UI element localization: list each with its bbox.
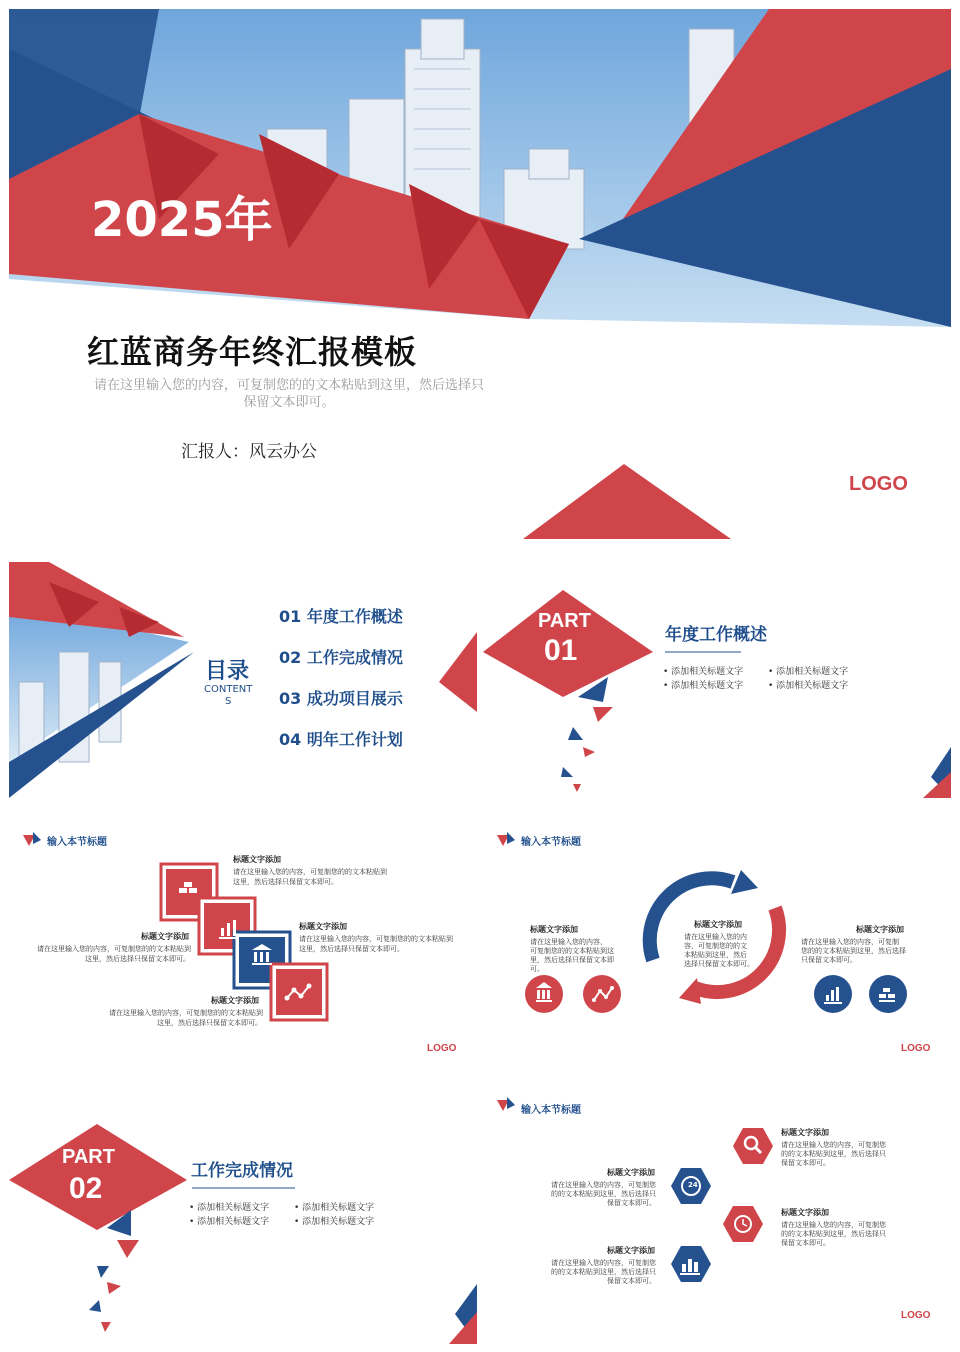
toc-item-4[interactable]: 04 明年工作计划 — [279, 730, 403, 749]
slide-c-item4-l1: 请在这里输入您的内容，可复制您 — [551, 1259, 656, 1267]
slide-b-right-l2: 您的的文本粘贴到这里，然后选择 — [801, 947, 906, 955]
slide-b-center-l3: 本粘贴到这里，然后 — [684, 951, 747, 959]
slide-b-left-l4: 可。 — [530, 965, 544, 973]
slide-a-block2-head: 标题文字添加 — [141, 932, 189, 941]
slide-a-block2-text2: 这里，然后选择只保留文本即可。 — [85, 955, 190, 963]
slide-b-right-l3: 只保留文本即可。 — [801, 956, 857, 964]
slide-b-center-l1: 请在这里输入您的内 — [684, 933, 747, 941]
slide-b-section-title: 输入本节标题 — [521, 837, 581, 848]
slide-c-item4-l2: 的的文本粘贴到这里，然后选择只 — [551, 1268, 656, 1276]
part2-bullet-4: • 添加相关标题文字 — [294, 1217, 375, 1227]
slide-a-block1-text1: 请在这里输入您的内容，可复制您的的文本粘贴到 — [233, 868, 387, 876]
slide-b-logo: LOGO — [901, 1043, 931, 1054]
slide-a — [9, 820, 477, 1060]
cover-reporter: 汇报人：风云办公 — [181, 442, 317, 462]
slide-c-item4-l3: 保留文本即可。 — [607, 1277, 656, 1285]
slide-a-block4-text2: 这里，然后选择只保留文本即可。 — [157, 1019, 262, 1027]
toc-item-3[interactable]: 03 成功项目展示 — [279, 689, 403, 708]
part2-title: 工作完成情况 — [191, 1161, 293, 1181]
slide-a-block3-text2: 这里，然后选择只保留文本即可。 — [299, 945, 404, 953]
slide-c-item2-head: 标题文字添加 — [607, 1168, 655, 1177]
slide-c-graphic — [483, 1084, 951, 1340]
slide-a-block4-text1: 请在这里输入您的内容，可复制您的的文本粘贴到 — [109, 1009, 263, 1017]
slide-c-item1-l1: 请在这里输入您的内容，可复制您 — [781, 1141, 886, 1149]
part2-bullet-3: • 添加相关标题文字 — [189, 1217, 270, 1227]
slide-b-center-head: 标题文字添加 — [694, 920, 742, 929]
toc-subtitle: CONTENT — [204, 684, 253, 695]
slide-b-center-l4: 选择只保留文本即可。 — [684, 960, 754, 968]
slide-a-block1-head: 标题文字添加 — [233, 855, 281, 864]
part1-slide — [483, 562, 951, 798]
slide-b-left-l3: 里，然后选择只保留文本即 — [530, 956, 614, 964]
slide-c-item3-l1: 请在这里输入您的内容，可复制您 — [781, 1221, 886, 1229]
toc-slide — [9, 562, 477, 798]
part2-slide — [9, 1080, 477, 1344]
slide-b — [483, 820, 951, 1060]
part1-title: 年度工作概述 — [665, 625, 767, 645]
cover-subtitle-line2: 保留文本即可。 — [243, 395, 335, 410]
part1-bullet-2: • 添加相关标题文字 — [768, 667, 849, 677]
slide-b-right-l1: 请在这里输入您的内容，可复制 — [801, 938, 899, 946]
slide-c-item3-l2: 的的文本粘贴到这里，然后选择只 — [781, 1230, 886, 1238]
cover-logo: LOGO — [849, 473, 908, 495]
slide-b-left-head: 标题文字添加 — [530, 925, 578, 934]
slide-c-logo: LOGO — [901, 1310, 931, 1321]
slide-c-item2-l2: 的的文本粘贴到这里，然后选择只 — [551, 1190, 656, 1198]
toc-title: 目录 — [205, 659, 250, 684]
cover-subtitle-line1: 请在这里输入您的内容，可复制您的的文本粘贴到这里，然后选择只 — [93, 378, 484, 393]
slide-a-block4-head: 标题文字添加 — [211, 996, 259, 1005]
toc-item-2[interactable]: 02 工作完成情况 — [279, 648, 403, 667]
slide-b-left-l2: 可复制您的的文本粘贴到这 — [530, 947, 614, 955]
part1-bullet-4: • 添加相关标题文字 — [768, 681, 849, 691]
slide-b-left-l1: 请在这里输入您的内容， — [530, 938, 607, 946]
part1-bullet-1: • 添加相关标题文字 — [663, 667, 744, 677]
slide-c-item1-head: 标题文字添加 — [781, 1128, 829, 1137]
toc-subtitle-s: S — [225, 696, 232, 707]
part1-label: PART — [538, 610, 591, 632]
slide-a-section-title: 输入本节标题 — [47, 837, 107, 848]
cover-graphic — [9, 9, 951, 539]
slide-c-item2-l3: 保留文本即可。 — [607, 1199, 656, 1207]
slide-a-block1-text2: 这里，然后选择只保留文本即可。 — [233, 878, 338, 886]
slide-a-block3-head: 标题文字添加 — [299, 922, 347, 931]
part1-number: 01 — [544, 634, 578, 667]
toc-item-1[interactable]: 01 年度工作概述 — [279, 607, 403, 626]
part2-number: 02 — [69, 1172, 103, 1205]
part1-bullet-3: • 添加相关标题文字 — [663, 681, 744, 691]
slide-a-block2-text1: 请在这里输入您的内容，可复制您的的文本粘贴到 — [37, 945, 191, 953]
slide-c-item3-l3: 保留文本即可。 — [781, 1239, 830, 1247]
slide-c-item1-l2: 的的文本粘贴到这里，然后选择只 — [781, 1150, 886, 1158]
slide-c-item2-l1: 请在这里输入您的内容，可复制您 — [551, 1181, 656, 1189]
slide-c-24-label: 24 — [688, 1181, 698, 1189]
slide-b-right-head: 标题文字添加 — [856, 925, 904, 934]
cover-slide — [9, 9, 951, 539]
part2-label: PART — [62, 1146, 115, 1168]
slide-c — [483, 1084, 951, 1340]
slide-a-logo: LOGO — [427, 1043, 457, 1054]
slide-c-item3-head: 标题文字添加 — [781, 1208, 829, 1217]
slide-c-section-title: 输入本节标题 — [521, 1105, 581, 1116]
part2-bullet-1: • 添加相关标题文字 — [189, 1203, 270, 1213]
slide-a-block3-text1: 请在这里输入您的内容，可复制您的的文本粘贴到 — [299, 935, 453, 943]
slide-c-item4-head: 标题文字添加 — [607, 1246, 655, 1255]
cover-year: 2025年 — [91, 192, 273, 248]
part2-bullet-2: • 添加相关标题文字 — [294, 1203, 375, 1213]
cover-title: 红蓝商务年终汇报模板 — [87, 333, 418, 371]
slide-c-item1-l3: 保留文本即可。 — [781, 1159, 830, 1167]
slide-b-center-l2: 容，可复制您的的文 — [684, 942, 747, 950]
